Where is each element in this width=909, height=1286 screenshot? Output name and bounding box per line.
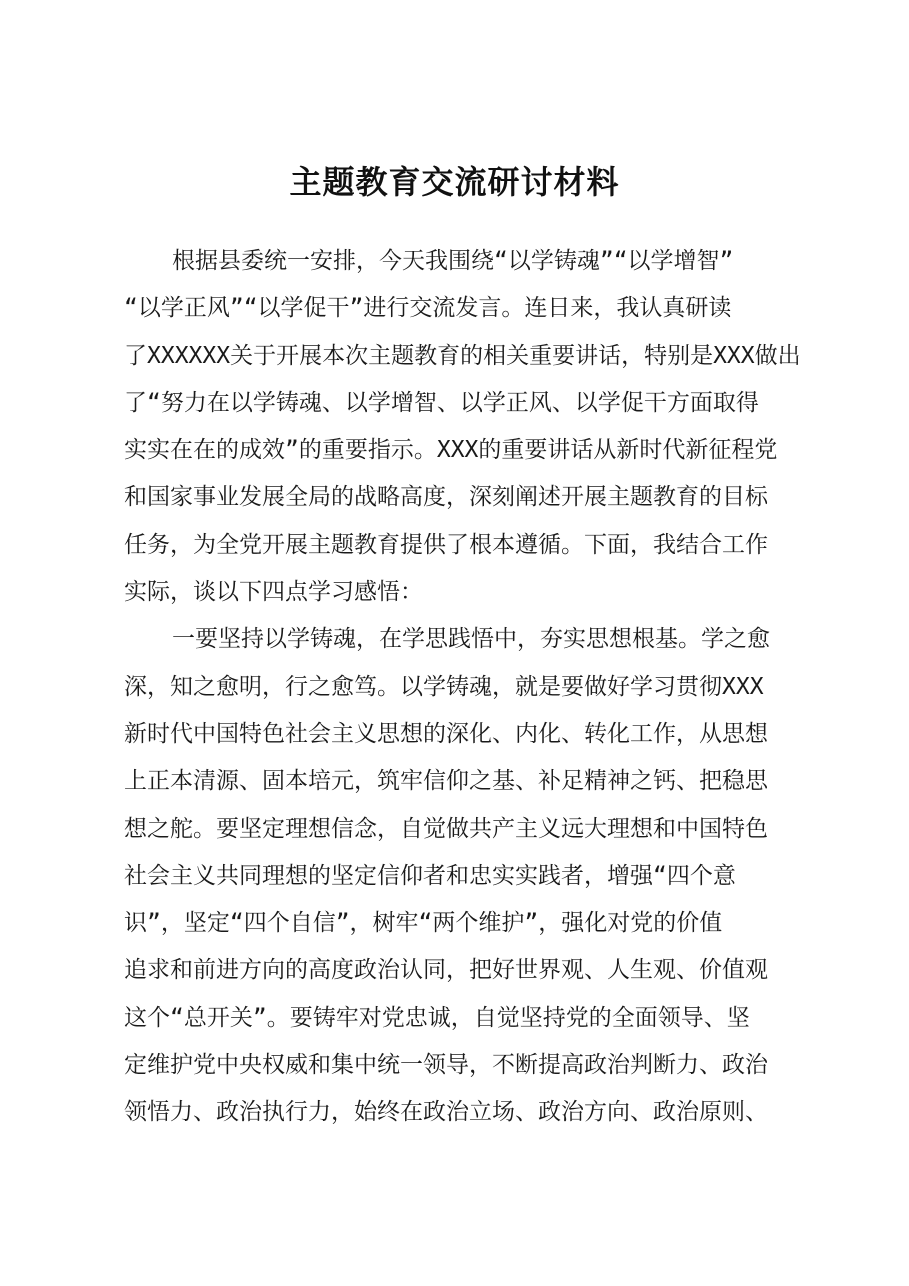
text-line: 想之舵。要坚定理想信念，自觉做共产主义远大理想和中国特色 [124, 815, 768, 842]
text-line: 社会主义共同理想的坚定信仰者和忠实实践者，增强“四个意 [124, 862, 736, 889]
text-line: 了XXXXXX关于开展本次主题教育的相关重要讲话，特别是XXX做出 [124, 342, 801, 369]
text-line: 和国家事业发展全局的战略高度，深刻阐述开展主题教育的目标 [124, 484, 768, 511]
text-line: 上正本清源、固本培元，筑牢信仰之基、补足精神之钙、把稳思 [124, 768, 768, 795]
document-body [124, 238, 824, 1137]
text-line: 实实在在的成效”的重要指示。XXX的重要讲话从新时代新征程党 [124, 437, 778, 464]
text-line: 新时代中国特色社会主义思想的深化、内化、转化工作，从思想 [124, 720, 768, 747]
text-line: 追求和前进方向的高度政治认同，把好世界观、人生观、价值观 [124, 957, 768, 984]
paragraph-point-one [124, 616, 824, 1136]
text-line: 任务，为全党开展主题教育提供了根本遵循。下面，我结合工作 [124, 531, 768, 558]
paragraph-intro [124, 238, 824, 616]
text-line: 了“努力在以学铸魂、以学增智、以学正风、以学促干方面取得 [124, 389, 759, 416]
text-line: 根据县委统一安排，今天我围绕“以学铸魂”“以学增智” [172, 248, 734, 274]
text-line: 一要坚持以学铸魂，在学思践悟中，夯实思想根基。学之愈 [172, 626, 770, 653]
document-title: 主题教育交流研讨材料 [289, 163, 620, 201]
text-line: 领悟力、政治执行力，始终在政治立场、政治方向、政治原则、 [124, 1099, 768, 1126]
text-line: 实际，谈以下四点学习感悟： [124, 579, 423, 606]
text-line: 深，知之愈明，行之愈笃。以学铸魂，就是要做好学习贯彻XXX [124, 673, 764, 700]
text-line: 定维护党中央权威和集中统一领导，不断提高政治判断力、政治 [124, 1052, 768, 1079]
text-line: 这个“总开关”。要铸牢对党忠诚，自觉坚持党的全面领导、坚 [124, 1004, 750, 1031]
text-line: 识”，坚定“四个自信”，树牢“两个维护”，强化对党的价值 [124, 910, 723, 937]
text-line: “以学正风”“以学促干”进行交流发言。连日来，我认真研读 [124, 295, 732, 322]
